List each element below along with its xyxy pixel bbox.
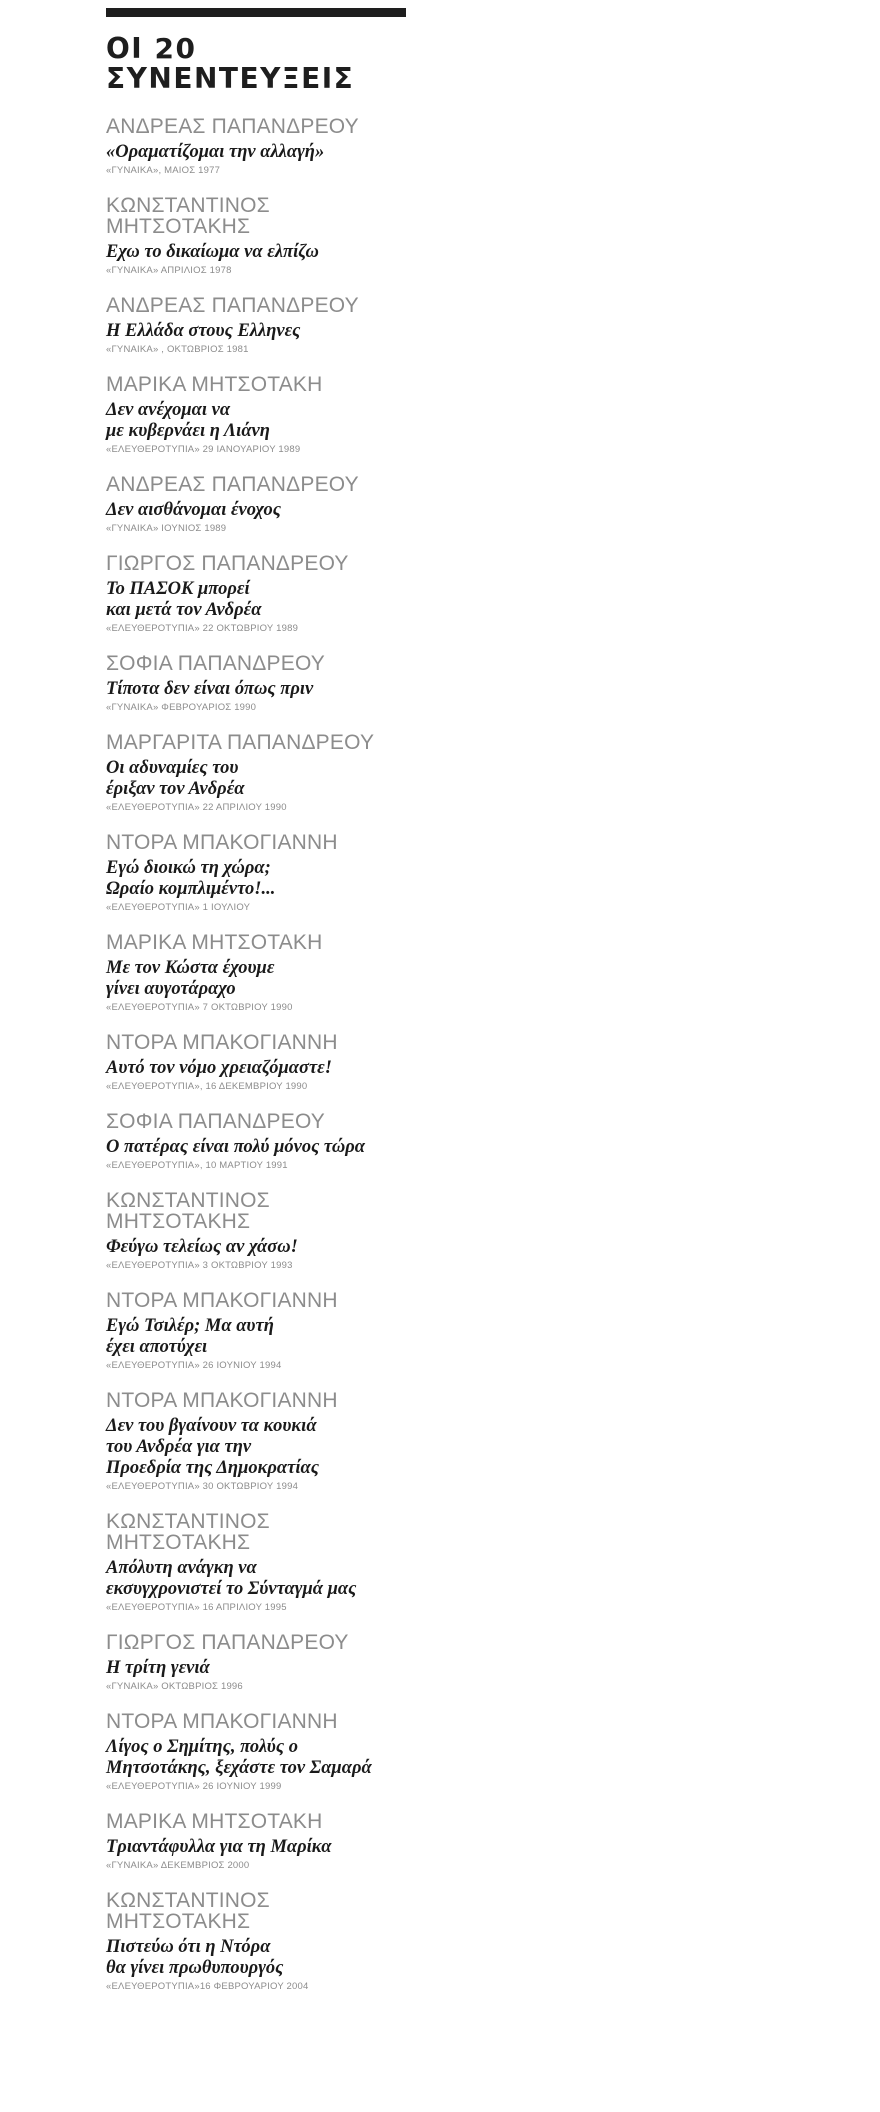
- interview-entry: [106, 474, 406, 535]
- interview-headline-line: εκσυγχρονιστεί το Σύνταγμά μας: [106, 1579, 357, 1599]
- interviewee-name-line: ΝΤΟΡΑ ΜΠΑΚΟΓΙΑΝΝΗ: [106, 1031, 338, 1054]
- publication-source: «ΕΛΕΥΘΕΡΟΤΥΠΙΑ», 10 ΜΑΡΤΙΟΥ 1991: [106, 1160, 288, 1171]
- interviewee-name-line: ΜΗΤΣΟΤΑΚΗΣ: [106, 1210, 251, 1233]
- interview-headline: [106, 1837, 406, 1858]
- interview-headline-line: Δεν του βγαίνουν τα κουκιά: [106, 1416, 317, 1436]
- interview-entry: [106, 1632, 406, 1693]
- interview-headline: [106, 1058, 406, 1079]
- interviewee-name: [106, 1511, 406, 1553]
- interviewee-name: [106, 295, 406, 316]
- interview-entry: [106, 1290, 406, 1372]
- interview-list: [106, 116, 406, 1993]
- interviewee-name: [106, 195, 406, 237]
- interviewee-name-line: ΑΝΔΡΕΑΣ ΠΑΠΑΝΔΡΕΟΥ: [106, 294, 359, 317]
- interview-entry: [106, 1390, 406, 1493]
- publication-source: «ΕΛΕΥΘΕΡΟΤΥΠΙΑ» 3 ΟΚΤΩΒΡΙΟΥ 1993: [106, 1260, 293, 1271]
- interviewee-name-line: ΜΑΡΓΑΡΙΤΑ ΠΑΠΑΝΔΡΕΟΥ: [106, 731, 375, 754]
- interviewee-name-line: ΑΝΔΡΕΑΣ ΠΑΠΑΝΔΡΕΟΥ: [106, 115, 359, 138]
- interview-headline-line: και μετά τον Ανδρέα: [106, 600, 262, 620]
- section-title-line: ΣΥΝΕΝΤΕΥΞΕΙΣ: [106, 62, 355, 95]
- interviewee-name-line: ΣΟΦΙΑ ΠΑΠΑΝΔΡΕΟΥ: [106, 652, 326, 675]
- interview-headline-line: Εγώ Τσιλέρ; Μα αυτή: [106, 1316, 274, 1336]
- interview-headline-line: έχει αποτύχει: [106, 1337, 208, 1357]
- publication-source: «ΓΥΝΑΙΚΑ» ΟΚΤΩΒΡΙΟΣ 1996: [106, 1681, 243, 1692]
- interview-headline-line: Εγώ διοικώ τη χώρα;: [106, 858, 271, 878]
- interviewee-name-line: ΓΙΩΡΓΟΣ ΠΑΠΑΝΔΡΕΟΥ: [106, 1631, 349, 1654]
- interviewee-name-line: ΜΑΡΙΚΑ ΜΗΤΣΟΤΑΚΗ: [106, 1810, 323, 1833]
- interview-headline-line: Πιστεύω ότι η Ντόρα: [106, 1937, 271, 1957]
- publication-source: «ΕΛΕΥΘΕΡΟΤΥΠΙΑ» 7 ΟΚΤΩΒΡΙΟΥ 1990: [106, 1002, 293, 1013]
- interviewee-name: [106, 732, 406, 753]
- publication-source: «ΕΛΕΥΘΕΡΟΤΥΠΙΑ»16 ΦΕΒΡΟΥΑΡΙΟΥ 2004: [106, 1981, 309, 1992]
- publication-source: «ΓΥΝΑΙΚΑ», ΜΑΙΟΣ 1977: [106, 165, 221, 176]
- interviewee-name: [106, 1711, 406, 1732]
- interviewee-name-line: ΜΑΡΙΚΑ ΜΗΤΣΟΤΑΚΗ: [106, 373, 323, 396]
- interview-headline: [106, 321, 406, 342]
- top-rule: [106, 8, 406, 17]
- section-title: [106, 34, 406, 94]
- interviewee-name: [106, 116, 406, 137]
- interviewee-name: [106, 653, 406, 674]
- interview-headline-line: με κυβερνάει η Λιάνη: [106, 421, 270, 441]
- interview-headline: [106, 242, 406, 263]
- interview-headline: [106, 1416, 406, 1479]
- interview-headline-line: Φεύγω τελείως αν χάσω!: [106, 1237, 298, 1257]
- interview-entry: [106, 374, 406, 456]
- publication-source: «ΕΛΕΥΘΕΡΟΤΥΠΙΑ» 26 ΙΟΥΝΙΟΥ 1994: [106, 1360, 282, 1371]
- interviewee-name-line: ΚΩΝΣΤΑΝΤΙΝΟΣ: [106, 194, 270, 217]
- interviewee-name-line: ΝΤΟΡΑ ΜΠΑΚΟΓΙΑΝΝΗ: [106, 1289, 338, 1312]
- publication-source: «ΕΛΕΥΘΕΡΟΤΥΠΙΑ», 16 ΔΕΚΕΜΒΡΙΟΥ 1990: [106, 1081, 308, 1092]
- interview-headline: [106, 1658, 406, 1679]
- interview-headline-line: Ωραίο κομπλιμέντο!...: [106, 879, 276, 899]
- interview-headline-line: Το ΠΑΣΟΚ μπορεί: [106, 579, 250, 599]
- publication-source: «ΓΥΝΑΙΚΑ» ΦΕΒΡΟΥΑΡΙΟΣ 1990: [106, 702, 257, 713]
- interview-entry: [106, 1190, 406, 1272]
- interviewee-name-line: ΝΤΟΡΑ ΜΠΑΚΟΓΙΑΝΝΗ: [106, 1389, 338, 1412]
- interview-entry: [106, 1111, 406, 1172]
- interview-entry: [106, 1711, 406, 1793]
- interviewee-name-line: ΜΗΤΣΟΤΑΚΗΣ: [106, 215, 251, 238]
- publication-source: «ΓΥΝΑΙΚΑ» ΑΠΡΙΛΙΟΣ 1978: [106, 265, 232, 276]
- interview-headline-line: Τίποτα δεν είναι όπως πριν: [106, 679, 314, 699]
- interview-entry: [106, 732, 406, 814]
- interview-entry: [106, 1032, 406, 1093]
- publication-source: «ΕΛΕΥΘΕΡΟΤΥΠΙΑ» 26 ΙΟΥΝΙΟΥ 1999: [106, 1781, 282, 1792]
- interview-headline-line: Δεν αισθάνομαι ένοχος: [106, 500, 281, 520]
- interview-headline-line: Η Ελλάδα στους Ελληνες: [106, 321, 301, 341]
- interviewee-name: [106, 1290, 406, 1311]
- interviewee-name: [106, 474, 406, 495]
- interview-headline: [106, 1316, 406, 1358]
- interview-headline-line: Δεν ανέχομαι να: [106, 400, 231, 420]
- interview-headline-line: Οι αδυναμίες του: [106, 758, 239, 778]
- interview-headline: [106, 1737, 406, 1779]
- interviewee-name: [106, 1632, 406, 1653]
- interview-headline: [106, 500, 406, 521]
- interview-entry: [106, 832, 406, 914]
- interview-headline-line: του Ανδρέα για την: [106, 1437, 252, 1457]
- interview-headline-line: θα γίνει πρωθυπουργός: [106, 1958, 284, 1978]
- interview-entry: [106, 295, 406, 356]
- interview-headline-line: Εχω το δικαίωμα να ελπίζω: [106, 242, 319, 262]
- interviewee-name: [106, 374, 406, 395]
- publication-source: «ΕΛΕΥΘΕΡΟΤΥΠΙΑ» 29 ΙΑΝΟΥΑΡΙΟΥ 1989: [106, 444, 301, 455]
- interview-entry: [106, 1511, 406, 1614]
- interview-entry: [106, 195, 406, 277]
- interview-headline-line: Απόλυτη ανάγκη να: [106, 1558, 257, 1578]
- publication-source: «ΕΛΕΥΘΕΡΟΤΥΠΙΑ» 22 ΟΚΤΩΒΡΙΟΥ 1989: [106, 623, 299, 634]
- interviewee-name: [106, 1890, 406, 1932]
- interview-headline: [106, 579, 406, 621]
- interviewee-name-line: ΣΟΦΙΑ ΠΑΠΑΝΔΡΕΟΥ: [106, 1110, 326, 1133]
- interview-headline: [106, 142, 406, 163]
- interview-headline: [106, 1937, 406, 1979]
- interview-headline-line: γίνει αυγοτάραχο: [106, 979, 236, 999]
- interview-entry: [106, 116, 406, 177]
- publication-source: «ΕΛΕΥΘΕΡΟΤΥΠΙΑ» 30 ΟΚΤΩΒΡΙΟΥ 1994: [106, 1481, 299, 1492]
- interviewee-name-line: ΚΩΝΣΤΑΝΤΙΝΟΣ: [106, 1889, 270, 1912]
- interview-entry: [106, 932, 406, 1014]
- interviews-sidebar: [106, 8, 406, 2011]
- interview-headline: [106, 679, 406, 700]
- interviewee-name-line: ΝΤΟΡΑ ΜΠΑΚΟΓΙΑΝΝΗ: [106, 1710, 338, 1733]
- interview-headline: [106, 1558, 406, 1600]
- interviewee-name-line: ΚΩΝΣΤΑΝΤΙΝΟΣ: [106, 1510, 270, 1533]
- interview-headline-line: Με τον Κώστα έχουμε: [106, 958, 275, 978]
- interviewee-name: [106, 1190, 406, 1232]
- interviewee-name-line: ΓΙΩΡΓΟΣ ΠΑΠΑΝΔΡΕΟΥ: [106, 552, 349, 575]
- interviewee-name-line: ΝΤΟΡΑ ΜΠΑΚΟΓΙΑΝΝΗ: [106, 831, 338, 854]
- interview-entry: [106, 1811, 406, 1872]
- interview-entry: [106, 553, 406, 635]
- interviewee-name-line: ΚΩΝΣΤΑΝΤΙΝΟΣ: [106, 1189, 270, 1212]
- interviewee-name-line: ΑΝΔΡΕΑΣ ΠΑΠΑΝΔΡΕΟΥ: [106, 473, 359, 496]
- interview-entry: [106, 1890, 406, 1993]
- publication-source: «ΕΛΕΥΘΕΡΟΤΥΠΙΑ» 1 ΙΟΥΛΙΟΥ: [106, 902, 251, 913]
- interview-headline-line: «Οραματίζομαι την αλλαγή»: [106, 142, 325, 162]
- interviewee-name: [106, 1111, 406, 1132]
- publication-source: «ΓΥΝΑΙΚΑ» ΔΕΚΕΜΒΡΙΟΣ 2000: [106, 1860, 250, 1871]
- interview-headline-line: Λίγος ο Σημίτης, πολύς ο: [106, 1737, 298, 1757]
- section-title-line: ΟΙ 20: [106, 32, 197, 65]
- interviewee-name: [106, 553, 406, 574]
- interview-headline-line: Μητσοτάκης, ξεχάστε τον Σαμαρά: [106, 1758, 372, 1778]
- interview-headline-line: έριξαν τον Ανδρέα: [106, 779, 245, 799]
- interview-headline-line: Ο πατέρας είναι πολύ μόνος τώρα: [106, 1137, 366, 1157]
- interviewee-name-line: ΜΗΤΣΟΤΑΚΗΣ: [106, 1531, 251, 1554]
- interview-headline-line: Αυτό τον νόμο χρειαζόμαστε!: [106, 1058, 332, 1078]
- publication-source: «ΓΥΝΑΙΚΑ» ΙΟΥΝΙΟΣ 1989: [106, 523, 227, 534]
- interview-headline: [106, 1137, 406, 1158]
- interviewee-name: [106, 932, 406, 953]
- publication-source: «ΕΛΕΥΘΕΡΟΤΥΠΙΑ» 16 ΑΠΡΙΛΙΟΥ 1995: [106, 1602, 287, 1613]
- interviewee-name: [106, 1811, 406, 1832]
- interviewee-name: [106, 1390, 406, 1411]
- interview-headline: [106, 1237, 406, 1258]
- publication-source: «ΓΥΝΑΙΚΑ» , ΟΚΤΩΒΡΙΟΣ 1981: [106, 344, 249, 355]
- publication-source: «ΕΛΕΥΘΕΡΟΤΥΠΙΑ» 22 ΑΠΡΙΛΙΟΥ 1990: [106, 802, 287, 813]
- interviewee-name: [106, 1032, 406, 1053]
- interview-headline: [106, 958, 406, 1000]
- interview-headline: [106, 858, 406, 900]
- interview-headline-line: Η τρίτη γενιά: [106, 1658, 210, 1678]
- interviewee-name: [106, 832, 406, 853]
- interview-headline: [106, 758, 406, 800]
- interview-headline: [106, 400, 406, 442]
- interviewee-name-line: ΜΗΤΣΟΤΑΚΗΣ: [106, 1910, 251, 1933]
- interview-headline-line: Προεδρία της Δημοκρατίας: [106, 1458, 320, 1478]
- interview-entry: [106, 653, 406, 714]
- interview-headline-line: Τριαντάφυλλα για τη Μαρίκα: [106, 1837, 332, 1857]
- interviewee-name-line: ΜΑΡΙΚΑ ΜΗΤΣΟΤΑΚΗ: [106, 931, 323, 954]
